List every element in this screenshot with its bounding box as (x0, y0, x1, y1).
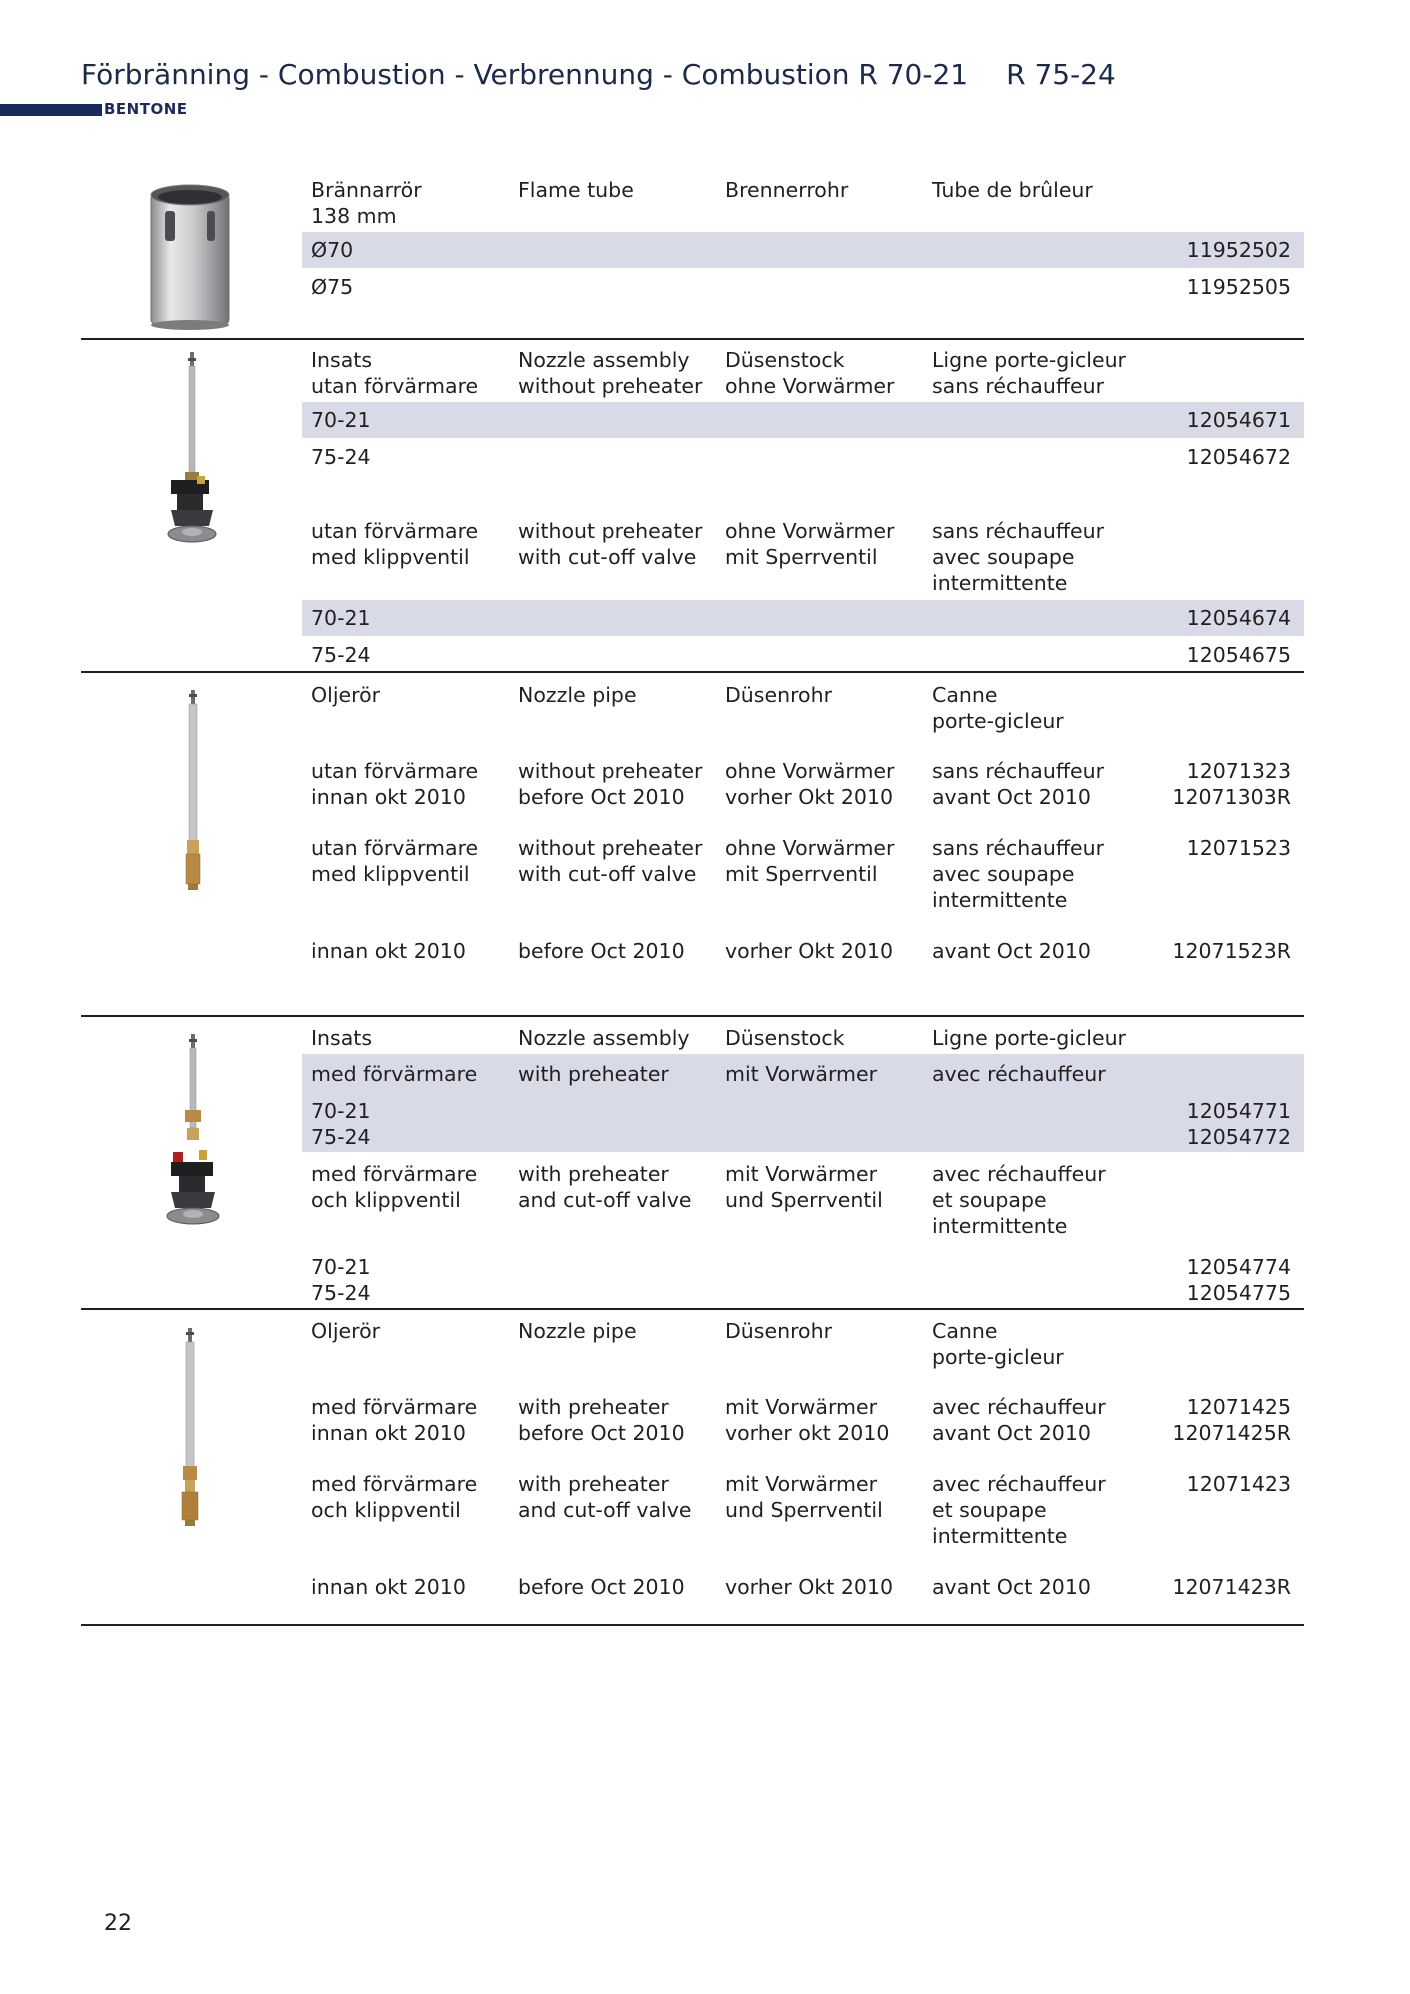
s5-r2-en-2: and cut-off valve (518, 1498, 692, 1522)
s4-sv-heading: Insats (311, 1026, 372, 1050)
s2-row-band (302, 402, 1304, 438)
s1-sv-size: 138 mm (311, 204, 397, 228)
s3-r2-en-2: with cut-off valve (518, 862, 697, 886)
s5-r1-sv-1: med förvärmare (311, 1395, 478, 1419)
s2b-de-line1: ohne Vorwärmer (725, 519, 895, 543)
s4b-en-2: and cut-off valve (518, 1188, 692, 1212)
s5-r3-sv: innan okt 2010 (311, 1575, 466, 1599)
s5-en-heading: Nozzle pipe (518, 1319, 637, 1343)
s2b-en-line2: with cut-off valve (518, 545, 697, 569)
s5-r2-de-2: und Sperrventil (725, 1498, 883, 1522)
s5-r2-fr-3: intermittente (932, 1524, 1068, 1548)
divider (81, 671, 1304, 673)
s2-sv-heading: Insats (311, 348, 372, 372)
s3-r2-sv-1: utan förvärmare (311, 836, 479, 860)
s4b-de-1: mit Vorwärmer (725, 1162, 878, 1186)
divider (81, 1308, 1304, 1310)
s1-row-band (302, 232, 1304, 268)
s4-row2-code: 12054772 (1186, 1125, 1291, 1149)
s3-r1-en-2: before Oct 2010 (518, 785, 685, 809)
s3-r1-de-1: ohne Vorwärmer (725, 759, 895, 783)
s2b-de-line2: mit Sperrventil (725, 545, 878, 569)
s5-r1-de-2: vorher okt 2010 (725, 1421, 890, 1445)
s5-r1-code: 12071425 (1186, 1395, 1291, 1419)
s2b-row2-code: 12054675 (1186, 643, 1291, 667)
s3-r3-sv: innan okt 2010 (311, 939, 466, 963)
s3-fr-heading-2: porte-gicleur (932, 709, 1064, 733)
s5-r3-en: before Oct 2010 (518, 1575, 685, 1599)
s2b-fr-line2: avec soupape (932, 545, 1075, 569)
s5-r2-de-1: mit Vorwärmer (725, 1472, 878, 1496)
nozzle-pipe-preheater-image (178, 1328, 202, 1526)
s3-r2-de-1: ohne Vorwärmer (725, 836, 895, 860)
s5-r3-de: vorher Okt 2010 (725, 1575, 894, 1599)
s3-de-heading: Düsenrohr (725, 683, 833, 707)
s3-r3-code: 12071523R (1172, 939, 1291, 963)
s3-r2-fr-2: avec soupape (932, 862, 1075, 886)
s5-fr-heading-2: porte-gicleur (932, 1345, 1064, 1369)
s2-sv-sub: utan förvärmare (311, 374, 479, 398)
s5-de-heading: Düsenrohr (725, 1319, 833, 1343)
s3-r1-code: 12071323 (1186, 759, 1291, 783)
s2b-row-band (302, 600, 1304, 636)
s1-en-heading: Flame tube (518, 178, 634, 202)
s2b-sv-line2: med klippventil (311, 545, 470, 569)
s3-fr-heading: Canne (932, 683, 998, 707)
s3-r2-fr-3: intermittente (932, 888, 1068, 912)
s3-r1-sv-1: utan förvärmare (311, 759, 479, 783)
s2b-row1-code: 12054674 (1186, 606, 1291, 630)
s4b-fr-3: intermittente (932, 1214, 1068, 1238)
s2b-sv-line1: utan förvärmare (311, 519, 479, 543)
s1-de-heading: Brennerrohr (725, 178, 849, 202)
s5-fr-heading: Canne (932, 1319, 998, 1343)
s5-r1-sv-2: innan okt 2010 (311, 1421, 466, 1445)
s3-r2-sv-2: med klippventil (311, 862, 470, 886)
s1-row1-code: 11952502 (1186, 238, 1291, 262)
s4-band-fr: avec réchauffeur (932, 1062, 1106, 1086)
s3-r1-fr-2: avant Oct 2010 (932, 785, 1091, 809)
s4b-fr-2: et soupape (932, 1188, 1047, 1212)
s5-r1-code-b: 12071425R (1172, 1421, 1291, 1445)
s4b-row2-label: 75-24 (311, 1281, 371, 1305)
s3-r1-de-2: vorher Okt 2010 (725, 785, 894, 809)
s4-row2-label: 75-24 (311, 1125, 371, 1149)
s3-r3-fr: avant Oct 2010 (932, 939, 1091, 963)
s4b-de-2: und Sperrventil (725, 1188, 883, 1212)
s5-r3-fr: avant Oct 2010 (932, 1575, 1091, 1599)
s3-r3-de: vorher Okt 2010 (725, 939, 894, 963)
s4b-fr-1: avec réchauffeur (932, 1162, 1106, 1186)
s2-row1-label: 70-21 (311, 408, 371, 432)
s3-sv-heading: Oljerör (311, 683, 381, 707)
nozzle-pipe-image (182, 690, 204, 890)
s3-r2-code: 12071523 (1186, 836, 1291, 860)
s2b-fr-line1: sans réchauffeur (932, 519, 1104, 543)
s3-r2-en-1: without preheater (518, 836, 703, 860)
s3-r1-en-1: without preheater (518, 759, 703, 783)
s5-r1-fr-2: avant Oct 2010 (932, 1421, 1091, 1445)
s3-en-heading: Nozzle pipe (518, 683, 637, 707)
s2-row1-code: 12054671 (1186, 408, 1291, 432)
page-number: 22 (104, 1911, 132, 1936)
s1-row1-label: Ø70 (311, 238, 354, 262)
divider (81, 1624, 1304, 1626)
s2-en-sub: without preheater (518, 374, 703, 398)
s3-r2-de-2: mit Sperrventil (725, 862, 878, 886)
s5-r1-en-1: with preheater (518, 1395, 669, 1419)
s4-en-heading: Nozzle assembly (518, 1026, 690, 1050)
s4-fr-heading: Ligne porte-gicleur (932, 1026, 1126, 1050)
s4b-row1-label: 70-21 (311, 1255, 371, 1279)
nozzle-assembly-image (163, 352, 221, 552)
s5-r2-code: 12071423 (1186, 1472, 1291, 1496)
s2b-row1-label: 70-21 (311, 606, 371, 630)
s1-sv-heading: Brännarrör (311, 178, 422, 202)
s2-en-heading: Nozzle assembly (518, 348, 690, 372)
page-title: Förbränning - Combustion - Verbrennung - Combustion R 70-21 R 75-24 (81, 58, 1116, 91)
nozzle-assembly-preheater-image (163, 1034, 225, 1230)
s4-band-de: mit Vorwärmer (725, 1062, 878, 1086)
s2b-row2-label: 75-24 (311, 643, 371, 667)
divider (81, 338, 1304, 340)
s4-band-en: with preheater (518, 1062, 669, 1086)
s4-row1-label: 70-21 (311, 1099, 371, 1123)
s2-de-sub: ohne Vorwärmer (725, 374, 895, 398)
s2-fr-sub: sans réchauffeur (932, 374, 1104, 398)
s2-row2-code: 12054672 (1186, 445, 1291, 469)
s3-r1-code-b: 12071303R (1172, 785, 1291, 809)
s4b-row2-code: 12054775 (1186, 1281, 1291, 1305)
s5-r1-en-2: before Oct 2010 (518, 1421, 685, 1445)
divider (81, 1015, 1304, 1017)
s4-de-heading: Düsenstock (725, 1026, 845, 1050)
s2-fr-heading: Ligne porte-gicleur (932, 348, 1126, 372)
s4b-sv-1: med förvärmare (311, 1162, 478, 1186)
s5-r1-fr-1: avec réchauffeur (932, 1395, 1106, 1419)
s1-row2-code: 11952505 (1186, 275, 1291, 299)
s2b-en-line1: without preheater (518, 519, 703, 543)
s5-r2-fr-2: et soupape (932, 1498, 1047, 1522)
s1-fr-heading: Tube de brûleur (932, 178, 1093, 202)
s5-r2-sv-2: och klippventil (311, 1498, 461, 1522)
s2-de-heading: Düsenstock (725, 348, 845, 372)
s4b-row1-code: 12054774 (1186, 1255, 1291, 1279)
brand-bar (0, 104, 102, 116)
s5-r3-code: 12071423R (1172, 1575, 1291, 1599)
s2b-fr-line3: intermittente (932, 571, 1068, 595)
s3-r1-sv-2: innan okt 2010 (311, 785, 466, 809)
brand-label: BENTONE (104, 100, 188, 118)
s4-band-sv: med förvärmare (311, 1062, 478, 1086)
s2-row2-label: 75-24 (311, 445, 371, 469)
s4b-en-1: with preheater (518, 1162, 669, 1186)
s3-r2-fr-1: sans réchauffeur (932, 836, 1104, 860)
s4-row1-code: 12054771 (1186, 1099, 1291, 1123)
s3-r3-en: before Oct 2010 (518, 939, 685, 963)
s3-r1-fr-1: sans réchauffeur (932, 759, 1104, 783)
s5-sv-heading: Oljerör (311, 1319, 381, 1343)
s5-r2-fr-1: avec réchauffeur (932, 1472, 1106, 1496)
s5-r2-en-1: with preheater (518, 1472, 669, 1496)
s5-r1-de-1: mit Vorwärmer (725, 1395, 878, 1419)
s5-r2-sv-1: med förvärmare (311, 1472, 478, 1496)
flame-tube-image (145, 183, 235, 331)
s4b-sv-2: och klippventil (311, 1188, 461, 1212)
s1-row2-label: Ø75 (311, 275, 354, 299)
